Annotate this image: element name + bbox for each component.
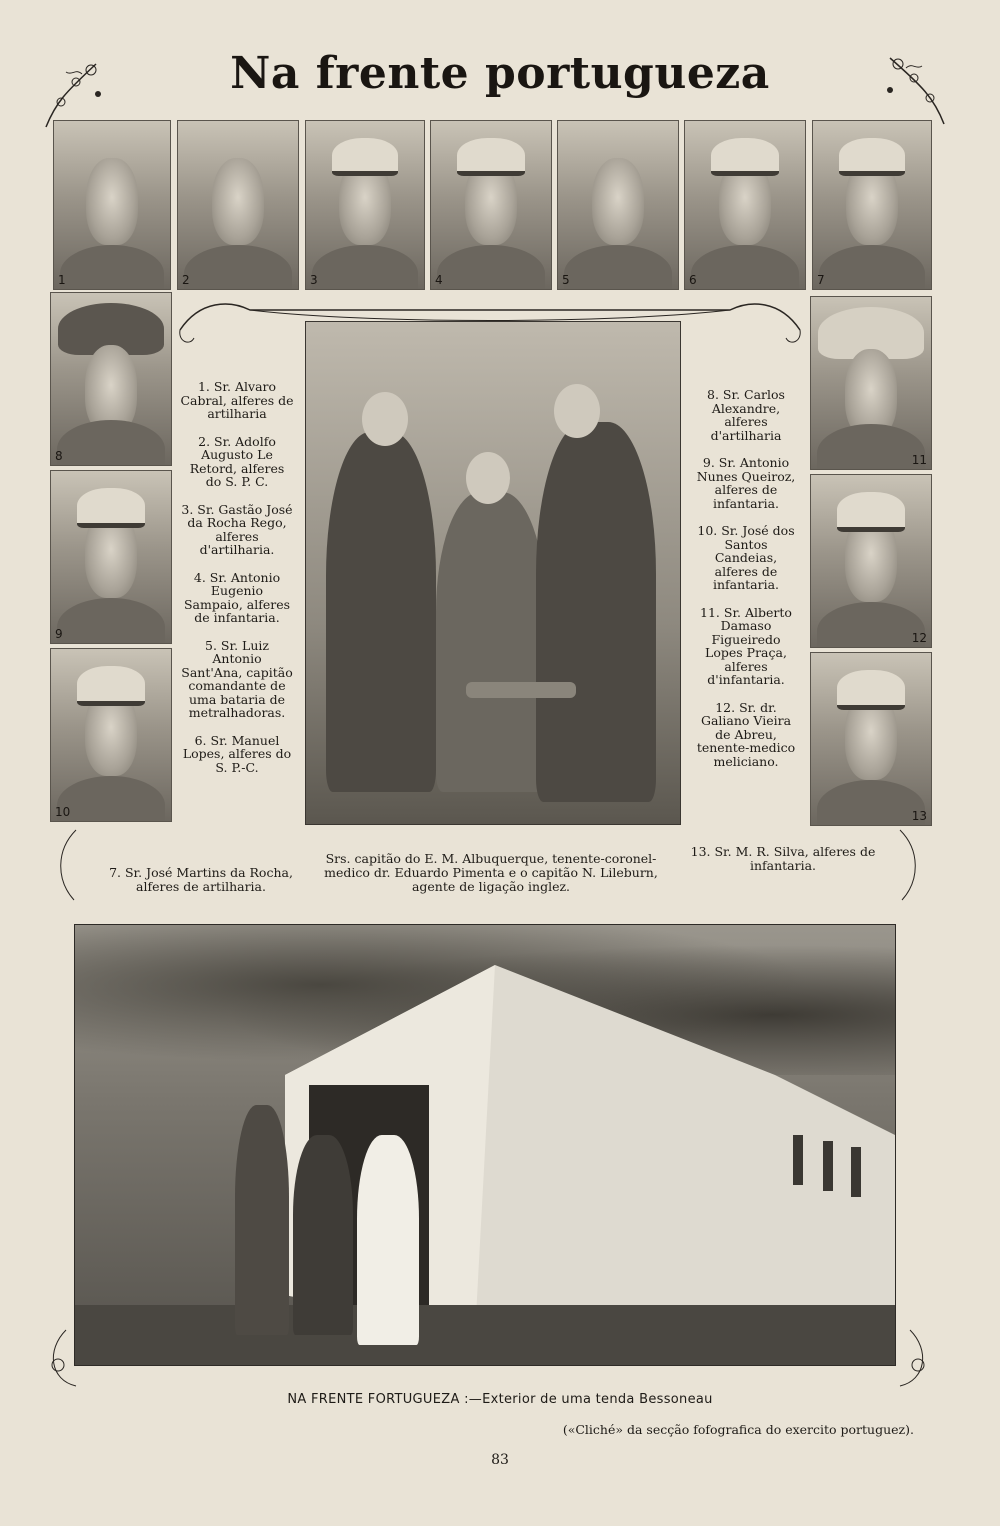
portrait-number: 1	[58, 273, 66, 287]
portrait-number: 6	[689, 273, 697, 287]
caption-item-7: 7. Sr. José Martins da Rocha, alferes de artilharia.	[109, 865, 293, 894]
tent-photo	[74, 924, 896, 1366]
portrait-number: 10	[55, 805, 71, 819]
frame-ornament-right	[890, 820, 940, 1400]
portrait-number: 9	[55, 627, 63, 641]
peaked-cap	[457, 138, 524, 177]
page-number: 83	[491, 1452, 509, 1468]
caption-item: 9. Sr. Antonio Nunes Queiroz, alferes de infantaria.	[696, 455, 796, 511]
caption-item: 8. Sr. Carlos Alexandre, alferes d'artilharia	[707, 387, 785, 443]
caption-item: 6. Sr. Manuel Lopes, alferes do S. P.-C.	[182, 732, 292, 775]
portrait-uniform	[691, 245, 799, 290]
portrait-number: 8	[55, 449, 63, 463]
peaked-cap	[77, 488, 144, 527]
caption-item-13: 13. Sr. M. R. Silva, alferes de infantaria.	[690, 844, 876, 873]
portrait-uniform	[57, 598, 165, 644]
captions-left	[180, 380, 294, 788]
page-title: Na frente portugueza	[230, 48, 770, 99]
photo-credit: («Cliché» da secção fofografica do exercito portuguez).	[562, 1422, 914, 1437]
portrait-uniform	[564, 245, 672, 290]
portrait-uniform	[184, 245, 292, 290]
portrait-face	[86, 158, 137, 245]
officer-standing-left	[326, 432, 436, 792]
nurse-figure	[357, 1135, 419, 1345]
portrait-number: 7	[817, 273, 825, 287]
portrait-photo-2	[177, 120, 299, 290]
tent-photo-caption: NA FRENTE FORTUGUEZA :—Exterior de uma tenda Bessoneau	[287, 1392, 713, 1407]
portrait-number: 4	[435, 273, 443, 287]
portrait-uniform	[60, 245, 164, 290]
portrait-photo-10	[50, 648, 172, 822]
officer-head	[554, 384, 600, 438]
soldier-figure	[235, 1105, 289, 1335]
portrait-uniform	[817, 780, 925, 826]
portrait-number: 2	[182, 273, 190, 287]
portrait-face	[212, 158, 265, 245]
floral-ornament-right	[870, 46, 954, 130]
portrait-number: 13	[911, 809, 927, 823]
stool	[466, 682, 576, 698]
portrait-number: 3	[310, 273, 318, 287]
portrait-uniform	[819, 245, 925, 290]
officer-head	[466, 452, 510, 504]
officer-head	[362, 392, 408, 446]
caption-item: 5. Sr. Luiz Antonio Sant'Ana, capitão comandante de uma bataria de metralhadoras.	[181, 637, 293, 720]
portrait-photo-13	[810, 652, 932, 826]
portrait-photo-11	[810, 296, 932, 470]
portrait-uniform	[57, 420, 165, 466]
caption-item: 4. Sr. Antonio Eugenio Sampaio, alferes de infantaria.	[183, 569, 291, 625]
portrait-number: 12	[911, 631, 927, 645]
portrait-photo-6	[684, 120, 806, 290]
caption-item: 3. Sr. Gastão José da Rocha Rego, alferes d'artilharia.	[181, 501, 293, 557]
caption-item: 1. Sr. Alvaro Cabral, alferes de artilharia	[180, 379, 294, 421]
officer-standing-right	[536, 422, 656, 802]
portrait-number: 5	[562, 273, 570, 287]
portrait-photo-12	[810, 474, 932, 648]
portrait-photo-3	[305, 120, 425, 290]
portrait-photo-8	[50, 292, 172, 466]
portrait-photo-7	[812, 120, 932, 290]
peaked-cap	[711, 138, 778, 177]
soldier-figure	[293, 1135, 353, 1335]
portrait-uniform	[437, 245, 545, 290]
captions-right	[692, 388, 800, 782]
portrait-face	[592, 158, 645, 245]
peaked-cap	[837, 670, 904, 709]
portrait-uniform	[312, 245, 418, 290]
portrait-number: 11	[911, 453, 927, 467]
caption-item: 12. Sr. dr. Galiano Vieira de Abreu, tenente-medico meliciano.	[696, 699, 796, 769]
group-photo-caption: Srs. capitão do E. M. Albuquerque, tenente-coronel-medico dr. Eduardo Pimenta e o capitão N. Lileburn, agente de ligação inglez.	[324, 851, 658, 894]
group-photo	[305, 321, 681, 825]
portrait-uniform	[817, 424, 925, 470]
caption-item: 11. Sr. Alberto Damaso Figueiredo Lopes Praça, alferes d'infantaria.	[700, 604, 792, 687]
portrait-photo-5	[557, 120, 679, 290]
portrait-uniform	[817, 602, 925, 648]
caption-item: 10. Sr. José dos Santos Candeias, alferes de infantaria.	[697, 523, 795, 592]
peaked-cap	[77, 666, 144, 705]
peaked-cap	[332, 138, 398, 177]
officer-seated-center	[436, 492, 546, 792]
caption-item: 2. Sr. Adolfo Augusto Le Retord, alferes do S. P. C.	[189, 433, 285, 489]
portrait-photo-4	[430, 120, 552, 290]
portrait-photo-1	[53, 120, 171, 290]
peaked-cap	[837, 492, 904, 531]
tent-shape	[75, 925, 895, 1365]
portrait-uniform	[57, 776, 165, 822]
portrait-photo-9	[50, 470, 172, 644]
peaked-cap	[839, 138, 905, 177]
